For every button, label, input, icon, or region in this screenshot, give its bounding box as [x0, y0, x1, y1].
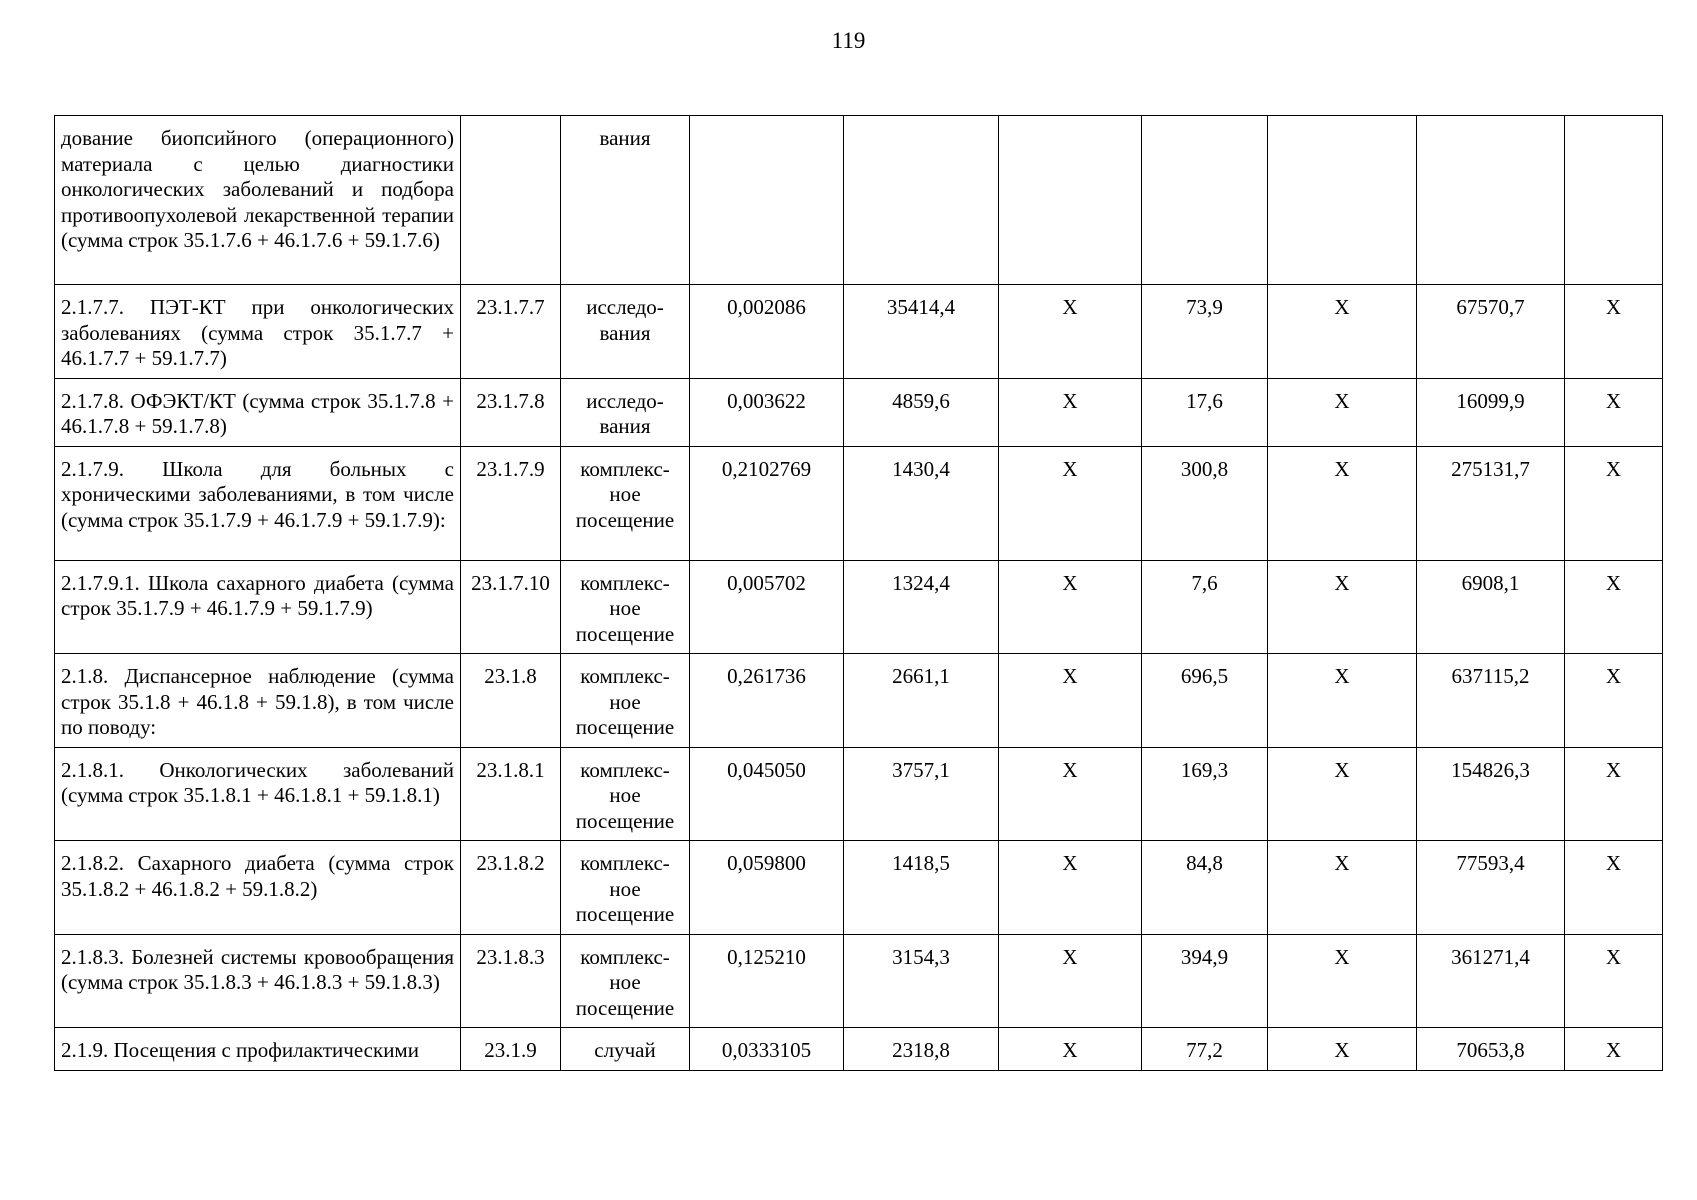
row-value-cell-8: X	[1268, 934, 1417, 1028]
row-value-cell-5: 3757,1	[844, 747, 999, 841]
table-row	[55, 1028, 1663, 1071]
table-row	[55, 654, 1663, 748]
table-row	[55, 378, 1663, 446]
row-code-cell: 23.1.7.8	[461, 378, 561, 446]
row-name-cell: 2.1.7.9.1. Школа сахарного диабета (сумма строк 35.1.7.9 + 46.1.7.9 + 59.1.7.9)	[55, 560, 461, 654]
row-value-cell-6: X	[999, 285, 1142, 379]
row-value-cell-5: 4859,6	[844, 378, 999, 446]
row-code-cell	[461, 116, 561, 285]
row-value-cell-10: X	[1565, 1028, 1663, 1071]
row-value-cell-5: 3154,3	[844, 934, 999, 1028]
row-value-cell-6: X	[999, 1028, 1142, 1071]
row-value-cell-6: X	[999, 841, 1142, 935]
row-value-cell-8: X	[1268, 285, 1417, 379]
row-value-cell-7: 300,8	[1142, 446, 1268, 560]
row-code-cell: 23.1.7.10	[461, 560, 561, 654]
row-name-cell: 2.1.8. Диспансерное наблюдение (сумма строк 35.1.8 + 46.1.8 + 59.1.8), в том числе по поводу:	[55, 654, 461, 748]
row-unit-cell: вания	[561, 116, 690, 285]
row-value-cell-9: 77593,4	[1417, 841, 1565, 935]
row-value-cell-6: X	[999, 560, 1142, 654]
row-value-cell-4: 0,045050	[690, 747, 844, 841]
row-value-cell-5: 2661,1	[844, 654, 999, 748]
row-name-cell: 2.1.9. Посещения с профилактическими	[55, 1028, 461, 1071]
row-value-cell-9: 67570,7	[1417, 285, 1565, 379]
row-value-cell-9: 361271,4	[1417, 934, 1565, 1028]
row-value-cell-10: X	[1565, 654, 1663, 748]
row-value-cell-8: X	[1268, 841, 1417, 935]
row-unit-cell: случай	[561, 1028, 690, 1071]
row-value-cell-6	[999, 116, 1142, 285]
row-value-cell-7: 7,6	[1142, 560, 1268, 654]
row-name-cell: 2.1.7.9. Школа для больных с хроническими заболеваниями, в том числе (сумма строк 35.1.7.9 + 46.1.7.9 + 59.1.7.9):	[55, 446, 461, 560]
row-value-cell-9: 637115,2	[1417, 654, 1565, 748]
row-code-cell: 23.1.8.3	[461, 934, 561, 1028]
row-code-cell: 23.1.8.1	[461, 747, 561, 841]
row-value-cell-7: 84,8	[1142, 841, 1268, 935]
row-value-cell-4: 0,261736	[690, 654, 844, 748]
row-unit-cell: комплекс-ное посещение	[561, 841, 690, 935]
table-row	[55, 116, 1663, 285]
row-value-cell-8: X	[1268, 747, 1417, 841]
table-row	[55, 560, 1663, 654]
row-value-cell-10: X	[1565, 747, 1663, 841]
table-row	[55, 747, 1663, 841]
row-value-cell-6: X	[999, 378, 1142, 446]
row-unit-cell: исследо-вания	[561, 285, 690, 379]
row-value-cell-7: 77,2	[1142, 1028, 1268, 1071]
row-value-cell-8	[1268, 116, 1417, 285]
row-name-cell: 2.1.7.7. ПЭТ-КТ при онкологических заболеваниях (сумма строк 35.1.7.7 + 46.1.7.7 + 59.1.7.7)	[55, 285, 461, 379]
table-row	[55, 285, 1663, 379]
row-name-cell: 2.1.8.1. Онкологических заболеваний (сумма строк 35.1.8.1 + 46.1.8.1 + 59.1.8.1)	[55, 747, 461, 841]
row-value-cell-4: 0,0333105	[690, 1028, 844, 1071]
row-unit-cell: комплекс-ное посещение	[561, 446, 690, 560]
row-value-cell-5: 35414,4	[844, 285, 999, 379]
row-value-cell-6: X	[999, 654, 1142, 748]
row-value-cell-7: 73,9	[1142, 285, 1268, 379]
row-value-cell-5: 1430,4	[844, 446, 999, 560]
row-value-cell-7: 17,6	[1142, 378, 1268, 446]
row-name-cell: 2.1.7.8. ОФЭКТ/КТ (сумма строк 35.1.7.8 + 46.1.7.8 + 59.1.7.8)	[55, 378, 461, 446]
row-code-cell: 23.1.7.9	[461, 446, 561, 560]
row-value-cell-8: X	[1268, 654, 1417, 748]
row-name-cell: 2.1.8.3. Болезней системы кровообращения (сумма строк 35.1.8.3 + 46.1.8.3 + 59.1.8.3)	[55, 934, 461, 1028]
row-value-cell-10: X	[1565, 446, 1663, 560]
row-code-cell: 23.1.7.7	[461, 285, 561, 379]
row-value-cell-9: 6908,1	[1417, 560, 1565, 654]
row-value-cell-8: X	[1268, 446, 1417, 560]
row-code-cell: 23.1.9	[461, 1028, 561, 1071]
row-value-cell-7	[1142, 116, 1268, 285]
row-value-cell-10: X	[1565, 560, 1663, 654]
row-value-cell-9: 70653,8	[1417, 1028, 1565, 1071]
row-code-cell: 23.1.8	[461, 654, 561, 748]
row-value-cell-4: 0,003622	[690, 378, 844, 446]
row-unit-cell: комплекс-ное посещение	[561, 934, 690, 1028]
row-value-cell-7: 169,3	[1142, 747, 1268, 841]
row-name-cell: дование биопсийного (операционного) материала с целью диагностики онкологических заболеваний и подбора противоопухолевой лекарственной терапии (сумма строк 35.1.7.6 + 46.1.7.6 + 59.1.7.6)	[55, 116, 461, 285]
row-unit-cell: исследо-вания	[561, 378, 690, 446]
row-value-cell-9: 275131,7	[1417, 446, 1565, 560]
row-value-cell-6: X	[999, 934, 1142, 1028]
row-unit-cell: комплекс-ное посещение	[561, 654, 690, 748]
row-value-cell-7: 394,9	[1142, 934, 1268, 1028]
row-value-cell-10	[1565, 116, 1663, 285]
row-value-cell-4: 0,2102769	[690, 446, 844, 560]
row-value-cell-5	[844, 116, 999, 285]
table-body	[55, 116, 1663, 1071]
row-value-cell-6: X	[999, 446, 1142, 560]
row-value-cell-10: X	[1565, 285, 1663, 379]
row-value-cell-9	[1417, 116, 1565, 285]
row-value-cell-4: 0,125210	[690, 934, 844, 1028]
row-value-cell-9: 16099,9	[1417, 378, 1565, 446]
data-table	[54, 115, 1663, 1071]
row-value-cell-6: X	[999, 747, 1142, 841]
row-value-cell-8: X	[1268, 378, 1417, 446]
table-row	[55, 934, 1663, 1028]
row-value-cell-4	[690, 116, 844, 285]
table-row	[55, 446, 1663, 560]
row-name-cell: 2.1.8.2. Сахарного диабета (сумма строк 35.1.8.2 + 46.1.8.2 + 59.1.8.2)	[55, 841, 461, 935]
row-value-cell-7: 696,5	[1142, 654, 1268, 748]
row-value-cell-5: 2318,8	[844, 1028, 999, 1071]
row-unit-cell: комплекс-ное посещение	[561, 560, 690, 654]
row-unit-cell: комплекс-ное посещение	[561, 747, 690, 841]
row-value-cell-10: X	[1565, 841, 1663, 935]
row-value-cell-10: X	[1565, 378, 1663, 446]
row-code-cell: 23.1.8.2	[461, 841, 561, 935]
row-value-cell-5: 1324,4	[844, 560, 999, 654]
row-value-cell-4: 0,059800	[690, 841, 844, 935]
table-row	[55, 841, 1663, 935]
row-value-cell-10: X	[1565, 934, 1663, 1028]
row-value-cell-8: X	[1268, 1028, 1417, 1071]
row-value-cell-8: X	[1268, 560, 1417, 654]
row-value-cell-9: 154826,3	[1417, 747, 1565, 841]
row-value-cell-5: 1418,5	[844, 841, 999, 935]
page-number: 119	[831, 28, 866, 53]
row-value-cell-4: 0,005702	[690, 560, 844, 654]
row-value-cell-4: 0,002086	[690, 285, 844, 379]
